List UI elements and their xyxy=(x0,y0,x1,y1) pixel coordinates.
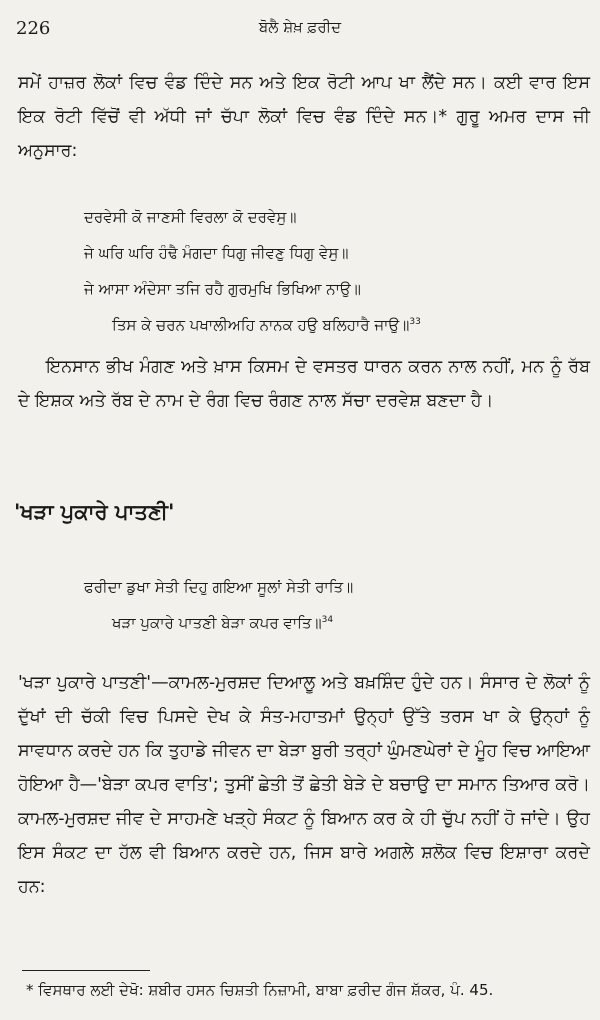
shalok-line-2-text: ਖੜਾ ਪੁਕਾਰੇ ਪਾਤਣੀ ਬੇੜਾ ਕਪਰ ਵਾਤਿ॥ xyxy=(112,614,322,632)
section-heading: 'ਖੜਾ ਪੁਕਾਰੇ ਪਾਤਣੀ' xyxy=(14,500,175,524)
footnote-ref-34: 34 xyxy=(321,615,334,625)
verse-line-1: ਦਰਵੇਸੀ ਕੋ ਜਾਣਸੀ ਵਿਰਲਾ ਕੋ ਦਰਵੇਸੁ॥ xyxy=(84,208,297,226)
paragraph-intro-text: ਸਮੇਂ ਹਾਜ਼ਰ ਲੋਕਾਂ ਵਿਚ ਵੰਡ ਦਿੰਦੇ ਸਨ ਅਤੇ ਇਕ ਰੋਟੀ ਆਪ ਖਾ ਲੈਂਦੇ ਸਨ। ਕਈ ਵਾਰ ਇਸ ਇਕ ਰੋਟੀ ਵਿੱਚੋਂ ਵੀ ਅੱਧੀ ਜਾਂ ਚੱਪਾ ਲੋਕਾਂ ਵਿਚ ਵੰਡ ਦਿੰਦੇ ਸਨ।* ਗੁਰੂ ਅਮਰ ਦਾਸ ਜੀ ਅਨੁਸਾਰ: xyxy=(18,73,590,161)
verse-line-2: ਜੇ ਘਰਿ ਘਰਿ ਹੰਢੈ ਮੰਗਦਾ ਧਿਗੁ ਜੀਵਣੁ ਧਿਗੁ ਵੇਸੁ॥ xyxy=(84,244,349,262)
paragraph-darvesh-text: ਇਨਸਾਨ ਭੀਖ ਮੰਗਣ ਅਤੇ ਖ਼ਾਸ ਕਿਸਮ ਦੇ ਵਸਤਰ ਧਾਰਨ ਕਰਨ ਨਾਲ ਨਹੀਂ, ਮਨ ਨੂੰ ਰੱਬ ਦੇ ਇਸ਼ਕ ਅਤੇ ਰੱਬ ਦੇ ਨਾਮ ਦੇ ਰੰਗ ਵਿਚ ਰੰਗਣ ਨਾਲ ਸੱਚਾ ਦਰਵੇਸ਼ ਬਣਦਾ ਹੈ। xyxy=(18,357,590,411)
footnote-divider xyxy=(22,970,150,971)
paragraph-intro xyxy=(18,66,590,168)
running-header-title: ਬੋਲੈ ਸ਼ੇਖ਼ ਫ਼ਰੀਦ xyxy=(258,18,342,36)
verse-line-3: ਜੇ ਆਸਾ ਅੰਦੇਸਾ ਤਜਿ ਰਹੈ ਗੁਰਮੁਖਿ ਭਿਖਿਆ ਨਾਉ॥ xyxy=(84,280,361,298)
footnote-ref-33: 33 xyxy=(409,317,421,327)
paragraph-kamal-murshad-text: 'ਖੜਾ ਪੁਕਾਰੇ ਪਾਤਣੀ'—ਕਾਮਲ-ਮੁਰਸ਼ਦ ਦਿਆਲੂ ਅਤੇ ਬਖ਼ਸ਼ਿੰਦ ਹੁੰਦੇ ਹਨ। ਸੰਸਾਰ ਦੇ ਲੋਕਾਂ ਨੂੰ ਦੁੱਖਾਂ ਦੀ ਚੱਕੀ ਵਿਚ ਪਿਸਦੇ ਦੇਖ ਕੇ ਸੰਤ-ਮਹਾਤਮਾਂ ਉਨ੍ਹਾਂ ਉੱਤੇ ਤਰਸ ਖਾ ਕੇ ਉਨ੍ਹਾਂ ਨੂੰ ਸਾਵਧਾਨ ਕਰਦੇ ਹਨ ਕਿ ਤੁਹਾਡੇ ਜੀਵਨ ਦਾ ਬੇੜਾ ਬੁਰੀ ਤਰ੍ਹਾਂ ਘੁੰਮਣਘੇਰਾਂ ਦੇ ਮੂੰਹ ਵਿਚ ਆਇਆ ਹੋਇਆ ਹੈ—'ਬੇੜਾ ਕਪਰ ਵਾਤਿ'; ਤੁਸੀਂ ਛੇਤੀ ਤੋਂ ਛੇਤੀ ਬੇੜੇ ਦੇ ਬਚਾਉ ਦਾ ਸਮਾਨ ਤਿਆਰ ਕਰੋ। ਕਾਮਲ-ਮੁਰਸ਼ਦ ਜੀਵ ਦੇ ਸਾਹਮਣੇ ਖੜ੍ਹੇ ਸੰਕਟ ਨੂੰ ਬਿਆਨ ਕਰ ਕੇ ਹੀ ਚੁੱਪ ਨਹੀਂ ਹੋ ਜਾਂਦੇ। ਉਹ ਇਸ ਸੰਕਟ ਦਾ ਹੱਲ ਵੀ ਬਿਆਨ ਕਰਦੇ ਹਨ, ਜਿਸ ਬਾਰੇ ਅਗਲੇ ਸ਼ਲੋਕ ਵਿਚ ਇਸ਼ਾਰਾ ਕਰਦੇ ਹਨ: xyxy=(18,673,590,897)
footnote: * ਵਿਸਥਾਰ ਲਈ ਦੇਖੋ: ਸ਼ਬੀਰ ਹਸਨ ਚਿਸ਼ਤੀ ਨਿਜ਼ਾਮੀ, ਬਾਬਾ ਫ਼ਰੀਦ ਗੰਜ ਸ਼ੱਕਰ, ਪੰ. 45. xyxy=(26,981,494,999)
paragraph-kamal-murshad xyxy=(18,666,590,904)
shalok-line-1: ਫਰੀਦਾ ਡੁਖਾ ਸੇਤੀ ਦਿਹੁ ਗਇਆ ਸੂਲਾਂ ਸੇਤੀ ਰਾਤਿ॥ xyxy=(84,578,354,596)
shalok-line-2 xyxy=(112,614,333,632)
paragraph-darvesh xyxy=(18,350,590,418)
verse-line-4-text: ਤਿਸ ਕੇ ਚਰਨ ਪਖਾਲੀਅਹਿ ਨਾਨਕ ਹਉ ਬਲਿਹਾਰੈ ਜਾਉ॥ xyxy=(112,316,410,334)
page-number: 226 xyxy=(16,18,51,39)
verse-line-4 xyxy=(112,316,421,334)
